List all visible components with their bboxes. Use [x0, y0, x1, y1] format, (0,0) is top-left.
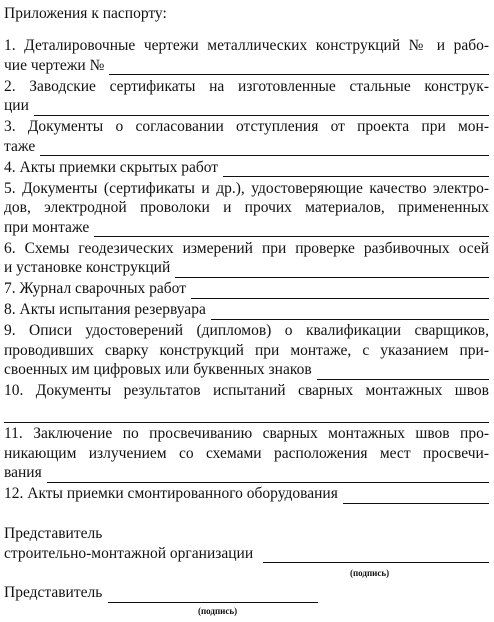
list-item-4	[4, 158, 489, 178]
item-2-text-line1: 2. Заводские сертификаты на изготовленные стальные конструк-	[4, 77, 489, 95]
item-12-fill-line[interactable]	[343, 489, 489, 504]
item-11-text-line2: никающим излучением со схемами расположения мест просвечи-	[4, 444, 489, 462]
item-5-text-line3: при монтаже	[4, 218, 90, 236]
item-9-text-line2: проводивших сварку конструкций при монтаже, с указанием при-	[4, 341, 489, 359]
item-1-text-line1: 1. Деталировочные чертежи металлических конструкций № и рабо-	[4, 37, 489, 54]
item-2-text-line2: ции	[4, 97, 29, 114]
list-item-11	[4, 424, 489, 483]
item-10-fill-line[interactable]	[4, 408, 489, 423]
list-item-8	[4, 300, 489, 320]
item-6-fill-line[interactable]	[175, 263, 489, 278]
list-item-10	[4, 381, 489, 423]
item-9-text-line3: своенных им цифровых или буквенных знаков	[4, 361, 312, 378]
item-6-text-line1: 6. Схемы геодезических измерений при проверке разбивочных осей	[4, 239, 489, 257]
item-1-text-line2: чие чертежи №	[4, 56, 105, 74]
list-item-7	[4, 279, 489, 299]
item-11-fill-line[interactable]	[47, 468, 489, 483]
item-2-fill-line[interactable]	[34, 101, 489, 116]
signature-block-second	[4, 583, 489, 603]
item-11-text-line1: 11. Заключение по просвечиванию сварных монтажных швов про-	[4, 425, 489, 442]
list-item-6	[4, 239, 489, 278]
item-9-text-line1: 9. Описи удостоверений (дипломов) о квалификации сварщиков,	[4, 322, 489, 339]
item-4-text-line1: 4. Акты приемки скрытых работ	[4, 158, 219, 176]
item-4-fill-line[interactable]	[223, 162, 489, 177]
item-5-fill-line[interactable]	[94, 222, 489, 237]
item-3-text-line1: 3. Документы о согласовании отступления от проекта при мон-	[4, 118, 489, 135]
item-8-text-line1: 8. Акты испытания резервуара	[4, 301, 206, 318]
list-item-2	[4, 77, 489, 116]
item-9-fill-line[interactable]	[317, 365, 489, 380]
signature-1-label-line1: Представитель	[4, 525, 103, 542]
item-3-fill-line[interactable]	[40, 141, 489, 156]
item-11-text-line3: вания	[4, 464, 42, 481]
attachments-heading: Приложения к паспорту:	[4, 5, 167, 22]
signature-1-label-line2: строительно-монтажной организации	[4, 544, 254, 562]
item-7-text-line1: 7. Журнал сварочных работ	[4, 280, 186, 297]
item-5-text-line2: дов, электродной проволоки и прочих материалов, примененных	[4, 199, 489, 216]
attachments-list	[4, 36, 489, 505]
item-1-fill-line[interactable]	[109, 60, 489, 75]
signature-1-caption: (подпись)	[350, 568, 390, 578]
item-5-text-line1: 5. Документы (сертификаты и др.), удостоверяющие качество электро-	[4, 179, 489, 197]
item-10-text-line1: 10. Документы результатов испытаний сварных монтажных швов	[4, 382, 489, 399]
signature-2-line[interactable]	[108, 588, 318, 603]
list-item-5	[4, 179, 489, 238]
list-item-1	[4, 36, 489, 75]
item-3-text-line2: таже	[4, 137, 36, 155]
item-6-text-line2: и установке конструкций	[4, 259, 171, 276]
item-8-fill-line[interactable]	[211, 305, 489, 320]
signature-2-label: Представитель	[4, 584, 103, 601]
item-7-fill-line[interactable]	[191, 284, 489, 299]
signature-block-construction	[4, 524, 489, 563]
list-item-3	[4, 117, 489, 156]
list-item-12	[4, 484, 489, 504]
signature-1-line[interactable]	[263, 548, 489, 563]
item-12-text-line1: 12. Акты приемки смонтированного оборудования	[4, 485, 338, 502]
list-item-9	[4, 321, 489, 380]
signature-2-caption: (подпись)	[198, 606, 238, 616]
